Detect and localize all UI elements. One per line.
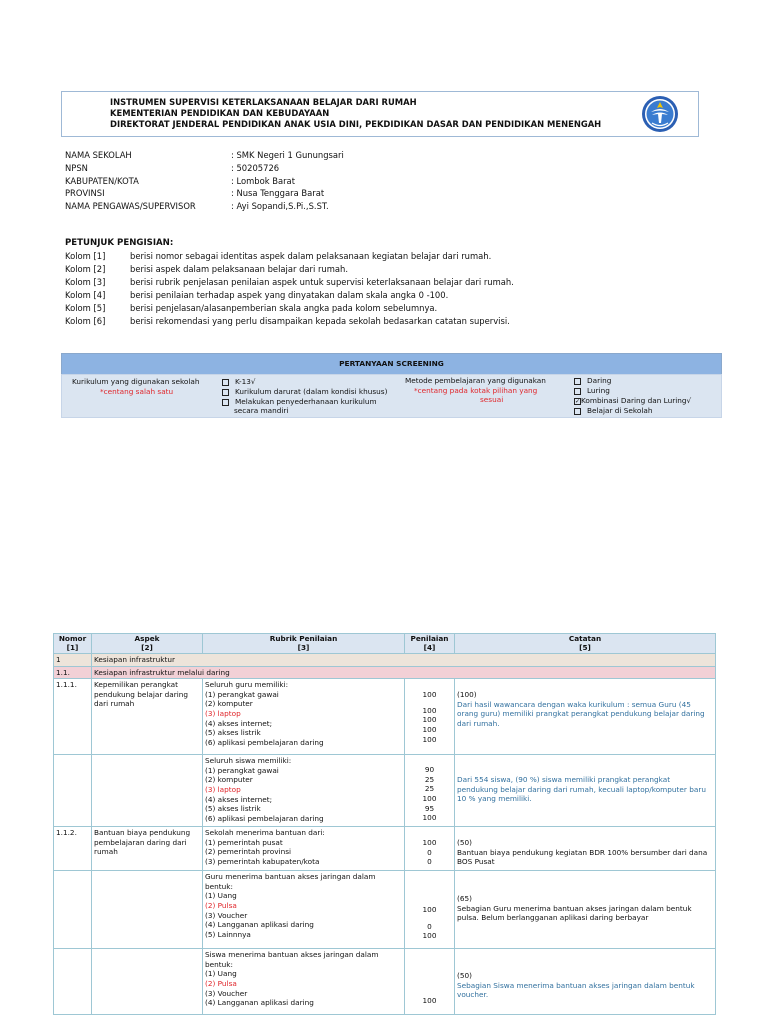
option-daring[interactable] — [574, 376, 611, 385]
option-label: Belajar di Sekolah — [587, 406, 653, 415]
column-header-catatan: Catatan [5] — [455, 634, 716, 654]
rubric-line: (1) pemerintah pusat — [205, 837, 283, 847]
table-row — [54, 827, 716, 871]
identity-value: : Nusa Tenggara Barat — [231, 188, 325, 198]
instruction-text: berisi penilaian terhadap aspek yang dinyatakan dalam skala angka 0 -100. — [130, 290, 449, 300]
identity-label: NPSN — [65, 163, 88, 173]
option-label: Luring — [587, 386, 610, 395]
score-value: 25 — [424, 774, 435, 784]
identity-value: : SMK Negeri 1 Gunungsari — [231, 150, 344, 160]
document-header — [61, 91, 699, 137]
instruction-column: Kolom [1] — [65, 251, 106, 261]
note-score: (50) — [457, 971, 472, 981]
rubric-line: (2) Pulsa — [205, 978, 237, 988]
score-value: 100 — [422, 715, 437, 725]
supervision-table — [53, 633, 716, 1015]
score-cell — [405, 755, 455, 827]
score-value: 0 — [427, 857, 432, 867]
rubric-line: (6) aplikasi pembelajaran daring — [205, 737, 324, 747]
rubric-line: (4) Langganan aplikasi daring — [205, 998, 314, 1008]
table-row — [54, 679, 716, 755]
rubric-line: Seluruh siswa memiliki: — [205, 756, 292, 766]
identity-label: PROVINSI — [65, 188, 105, 198]
rubric-line: (4) akses internet; — [205, 718, 273, 728]
note-text: Dari 554 siswa, (90 %) siswa memiliki prangkat perangkat pendukung belajar daring dari rumah, kecuali laptop/komputer baru 10 % yang memiliki. — [457, 775, 706, 804]
rubric-line: Seluruh guru memiliki: — [205, 680, 289, 690]
score-value: 100 — [422, 931, 437, 941]
subsection-row — [54, 666, 716, 679]
instruction-item — [65, 264, 348, 274]
header-title-line3: DIREKTORAT JENDERAL PENDIDIKAN ANAK USIA DINI, PEKDIDIKAN DASAR DAN PENDIDIKAN MENENGAH — [110, 119, 602, 129]
score-value: 100 — [422, 793, 437, 803]
subsection-label: Kesiapan infrastruktur melalui daring — [92, 666, 716, 679]
screening-note-curriculum: *centang salah satu — [100, 387, 174, 396]
instruction-item — [65, 251, 491, 261]
note-text: Bantuan biaya pendukung kegiatan BDR 100% bersumber dari dana BOS Pusat — [457, 847, 708, 867]
instruction-text: berisi nomor sebagai identitas aspek dalam pelaksanaan kegiatan belajar dari rumah. — [130, 251, 492, 261]
score-value: 95 — [424, 803, 435, 813]
subsection-number: 1.1. — [54, 666, 92, 679]
checkbox-icon[interactable] — [222, 379, 229, 386]
score-value: 90 — [424, 765, 435, 775]
rubric-cell — [203, 827, 405, 871]
option-luring[interactable] — [574, 386, 610, 395]
option-kurikulum-darurat[interactable] — [222, 387, 387, 396]
identity-row — [65, 201, 329, 211]
rubric-line: (3) pemerintah kabupaten/kota — [205, 856, 320, 866]
option-k13[interactable] — [222, 377, 256, 386]
option-label: Daring — [587, 376, 612, 385]
instruction-text: berisi penjelasan/alasanpemberian skala angka pada kolom sebelumnya. — [130, 303, 438, 313]
rubric-cell — [203, 949, 405, 1015]
rubric-cell — [203, 679, 405, 755]
score-value: 100 — [422, 705, 437, 715]
table-row — [54, 755, 716, 827]
rubric-line: Sekolah menerima bantuan dari: — [205, 828, 325, 838]
score-cell — [405, 949, 455, 1015]
screening-question-method: Metode pembelajaran yang digunakan — [405, 376, 546, 385]
screening-note-method-continued: sesuai — [480, 395, 504, 404]
item-aspect: Bantuan biaya pendukung pembelajaran daring dari rumah — [92, 827, 203, 871]
score-cell — [405, 679, 455, 755]
identity-value: : 50205726 — [231, 163, 280, 173]
instruction-column: Kolom [4] — [65, 290, 106, 300]
identity-label: KABUPATEN/KOTA — [65, 176, 139, 186]
score-cell — [405, 827, 455, 871]
instruction-text: berisi aspek dalam pelaksanaan belajar dari rumah. — [130, 264, 348, 274]
screening-body — [61, 374, 722, 418]
rubric-line: bentuk: — [205, 959, 233, 969]
note-score: (65) — [457, 894, 472, 904]
instruction-item — [65, 277, 514, 287]
identity-row — [65, 176, 295, 186]
score-value: 100 — [422, 905, 437, 915]
note-score: (50) — [457, 838, 472, 848]
rubric-line: Guru menerima bantuan akses jaringan dalam — [205, 872, 376, 882]
score-cell — [405, 871, 455, 949]
identity-row — [65, 150, 344, 160]
item-number: 1.1.2. — [54, 827, 92, 871]
rubric-line: (4) Langganan aplikasi daring — [205, 920, 314, 930]
rubric-line: (6) aplikasi pembelajaran daring — [205, 813, 324, 823]
instruction-column: Kolom [6] — [65, 316, 106, 326]
instruction-item — [65, 303, 437, 313]
score-value: 100 — [422, 690, 437, 700]
screening-header: PERTANYAAN SCREENING — [61, 353, 722, 375]
score-value: 100 — [422, 813, 437, 823]
note-cell — [455, 827, 716, 871]
note-score: (100) — [457, 690, 477, 700]
option-belajar-di-sekolah[interactable] — [574, 406, 652, 415]
screening-note-method: *centang pada kotak pilihan yang — [414, 386, 538, 395]
option-label: K-13√ — [235, 377, 256, 386]
checkbox-icon[interactable] — [574, 378, 581, 385]
option-label: Melakukan penyederhanaan kurikulum — [235, 397, 377, 406]
item-aspect: Kepemilikan perangkat pendukung belajar daring dari rumah — [92, 679, 203, 755]
table-row — [54, 871, 716, 949]
section-number: 1 — [54, 654, 92, 667]
identity-label: NAMA PENGAWAS/SUPERVISOR — [65, 201, 196, 211]
rubric-line: Siswa menerima bantuan akses jaringan dalam — [205, 950, 379, 960]
score-value: 100 — [422, 724, 437, 734]
instruction-column: Kolom [3] — [65, 277, 106, 287]
rubric-line: (2) komputer — [205, 775, 253, 785]
rubric-cell — [203, 871, 405, 949]
rubric-line: (5) akses listrik — [205, 728, 261, 738]
rubric-line: (5) Lainnnya — [205, 929, 251, 939]
instruction-text: berisi rekomendasi yang perlu disampaikan kepada sekolah bedasarkan catatan supervisi. — [130, 316, 510, 326]
instructions-title: PETUNJUK PENGISIAN: — [65, 238, 174, 248]
instruction-text: berisi rubrik penjelasan penilaian aspek untuk supervisi keterlaksanaan belajar dari rumah. — [130, 277, 514, 287]
option-penyederhanaan[interactable] — [222, 397, 377, 406]
instruction-column: Kolom [2] — [65, 264, 106, 274]
score-value: 100 — [422, 734, 437, 744]
instruction-column: Kolom [5] — [65, 303, 106, 313]
header-title-line2: KEMENTERIAN PENDIDIKAN DAN KEBUDAYAAN — [110, 108, 330, 118]
rubric-line: (1) perangkat gawai — [205, 689, 279, 699]
rubric-line: (3) Voucher — [205, 910, 248, 920]
column-header-aspek: Aspek [2] — [92, 634, 203, 654]
option-label: Kurikulum darurat (dalam kondisi khusus) — [235, 387, 388, 396]
checkbox-icon[interactable] — [574, 388, 581, 395]
option-kombinasi[interactable] — [574, 396, 691, 405]
rubric-line: (2) Pulsa — [205, 900, 237, 910]
rubric-line: (2) komputer — [205, 699, 253, 709]
screening-question-curriculum: Kurikulum yang digunakan sekolah — [72, 377, 200, 386]
score-value: 0 — [427, 921, 432, 931]
tut-wuri-handayani-logo — [640, 95, 680, 133]
score-value — [407, 915, 452, 922]
rubric-line: (2) pemerintah provinsi — [205, 847, 292, 857]
rubric-line: (1) perangkat gawai — [205, 765, 279, 775]
instruction-item — [65, 290, 448, 300]
column-header-penilaian: Penilaian [4] — [405, 634, 455, 654]
identity-row — [65, 163, 279, 173]
option-label: Kombinasi Daring dan Luring√ — [581, 396, 692, 405]
checked-checkbox-icon[interactable]: ✓ — [575, 397, 581, 405]
rubric-cell — [203, 755, 405, 827]
section-label: Kesiapan infrastruktur — [92, 654, 716, 667]
score-value: 0 — [427, 847, 432, 857]
note-cell — [455, 871, 716, 949]
table-header-row — [54, 634, 716, 654]
note-cell — [455, 755, 716, 827]
checkbox-icon[interactable] — [574, 408, 581, 415]
score-value: 100 — [422, 996, 437, 1006]
note-text: Dari hasil wawancara dengan waka kurikulum : semua Guru (45 orang guru) memiliki prangkat perangkat pendukung belajar daring dari rumah. — [457, 699, 705, 728]
rubric-line: (5) akses listrik — [205, 804, 261, 814]
identity-value: : Ayi Sopandi,S.Pi.,S.ST. — [231, 201, 329, 211]
rubric-line: (3) Voucher — [205, 988, 248, 998]
identity-value: : Lombok Barat — [231, 176, 295, 186]
rubric-line: (3) laptop — [205, 708, 241, 718]
section-row — [54, 654, 716, 667]
table-row — [54, 949, 716, 1015]
rubric-line: (1) Uang — [205, 891, 237, 901]
checkbox-icon[interactable] — [222, 399, 229, 406]
score-value: 100 — [422, 838, 437, 848]
rubric-line: (3) laptop — [205, 784, 241, 794]
item-number: 1.1.1. — [54, 679, 92, 755]
option-label-continued: secara mandiri — [234, 406, 289, 415]
identity-row — [65, 188, 324, 198]
column-header-rubrik: Rubrik Penilaian [3] — [203, 634, 405, 654]
checkbox-icon[interactable] — [222, 389, 229, 396]
identity-label: NAMA SEKOLAH — [65, 150, 132, 160]
header-title-line1: INSTRUMEN SUPERVISI KETERLAKSANAAN BELAJAR DARI RUMAH — [110, 97, 417, 107]
note-text: Sebagian Guru menerima bantuan akses jaringan dalam bentuk pulsa. Belum berlangganan aplikasi daring berbayar — [457, 903, 692, 923]
note-cell — [455, 949, 716, 1015]
rubric-line: bentuk: — [205, 881, 233, 891]
note-cell — [455, 679, 716, 755]
score-value: 25 — [424, 784, 435, 794]
column-header-nomor: Nomor [1] — [54, 634, 92, 654]
rubric-line: (4) akses internet; — [205, 794, 273, 804]
rubric-line: (1) Uang — [205, 969, 237, 979]
instruction-item — [65, 316, 510, 326]
note-text: Sebagian Siswa menerima bantuan akses jaringan dalam bentuk voucher. — [457, 980, 695, 1000]
